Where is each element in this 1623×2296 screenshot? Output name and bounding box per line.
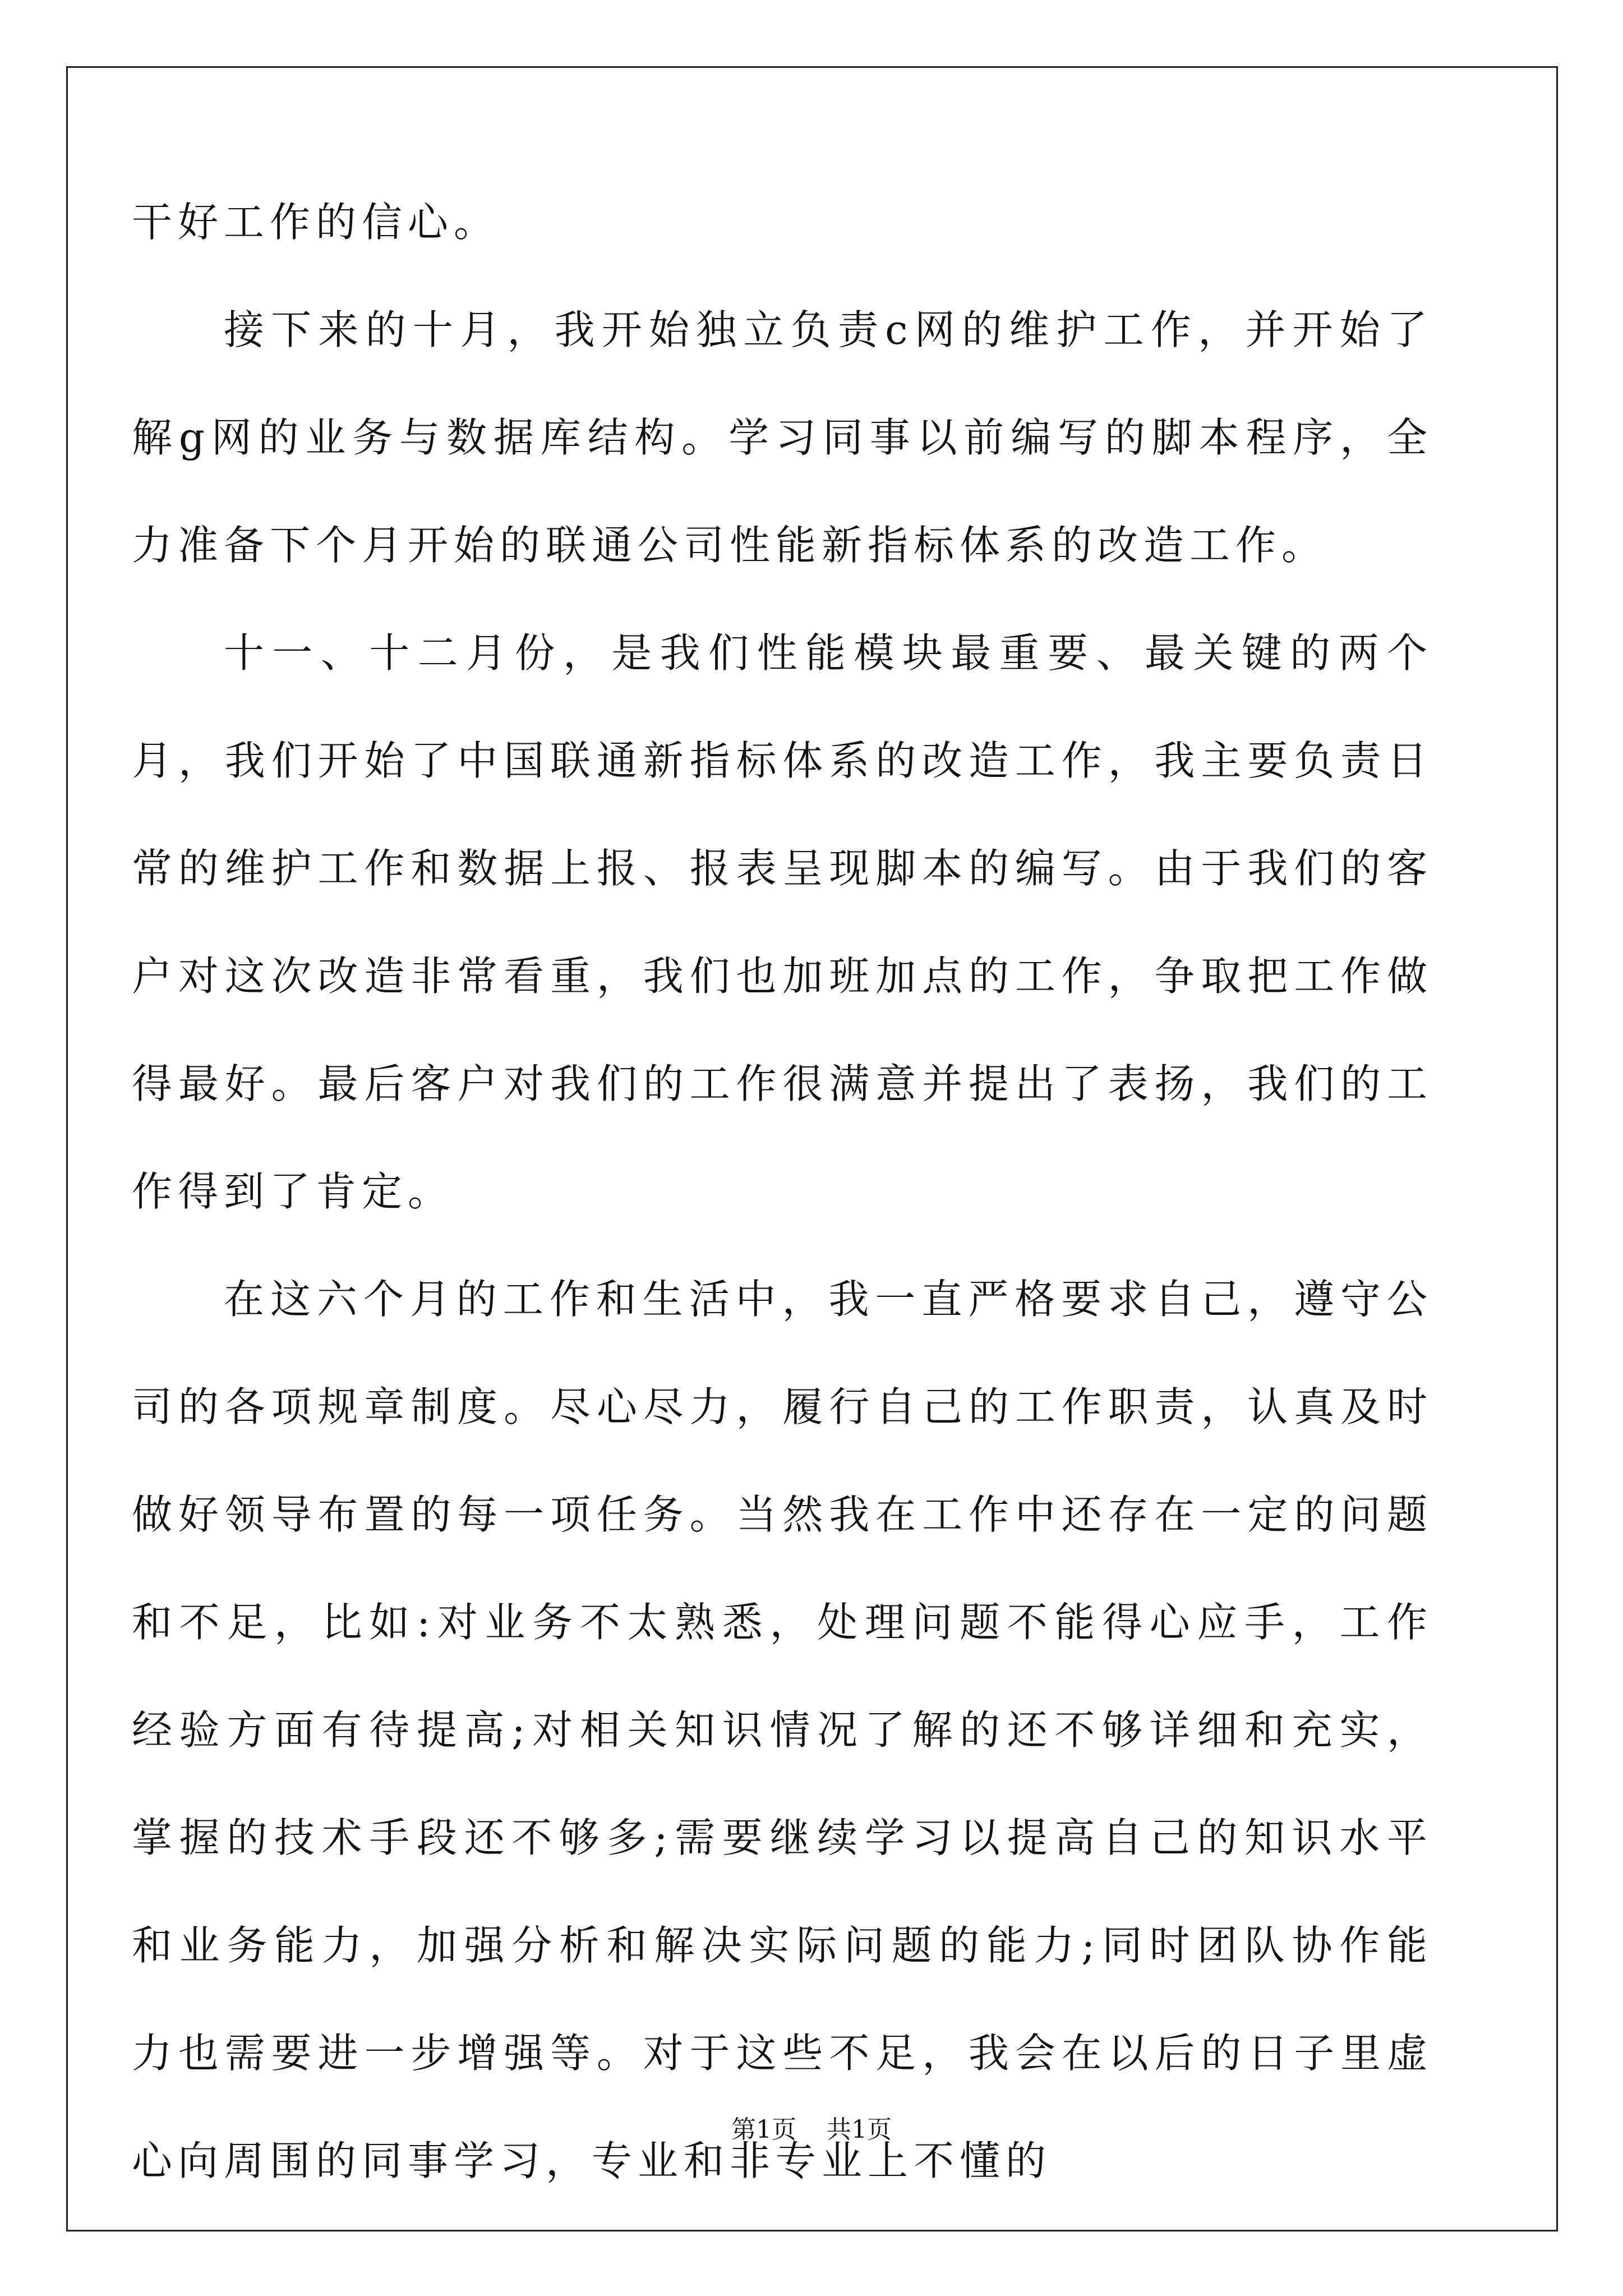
paragraph-4: 在这六个月的工作和生活中，我一直严格要求自己，遵守公司的各项规章制度。尽心尽力，履行自己的工作职责，认真及时做好领导布置的每一项任务。当然我在工作中还存在一定的问题和不足，比如:对业务不太熟悉，处理问题不能得心应手，工作经验方面有待提高;对相关知识情况了解的还不够详细和充实，掌握的技术手段还不够多;需要继续学习以提高自己的知识水平和业务能力，加强分析和解决实际问题的能力;同时团队协作能力也需要进一步增强等。对于这些不足，我会在以后的日子里虚心向周围的同事学习，专业和非专业上不懂的 xyxy=(132,1276,1433,2184)
paragraph-3: 十一、十二月份，是我们性能模块最重要、最关键的两个月，我们开始了中国联通新指标体系的改造工作，我主要负责日常的维护工作和数据上报、报表呈现脚本的编写。由于我们的客户对这次改造非常看重，我们也加班加点的工作，争取把工作做得最好。最后客户对我们的工作很满意并提出了表扬，我们的工作得到了肯定。 xyxy=(132,629,1433,1215)
paragraph-2: 接下来的十月，我开始独立负责c网的维护工作，并开始了解g网的业务与数据库结构。学习同事以前编写的脚本程序，全力准备下个月开始的联通公司性能新指标体系的改造工作。 xyxy=(132,306,1433,569)
page-footer xyxy=(0,2109,1623,2145)
paragraph-1: 干好工作的信心。 xyxy=(132,199,500,246)
page-total: 共1页 xyxy=(827,2115,892,2144)
page-number: 第1页 xyxy=(731,2115,796,2144)
document-body xyxy=(132,168,1433,2215)
